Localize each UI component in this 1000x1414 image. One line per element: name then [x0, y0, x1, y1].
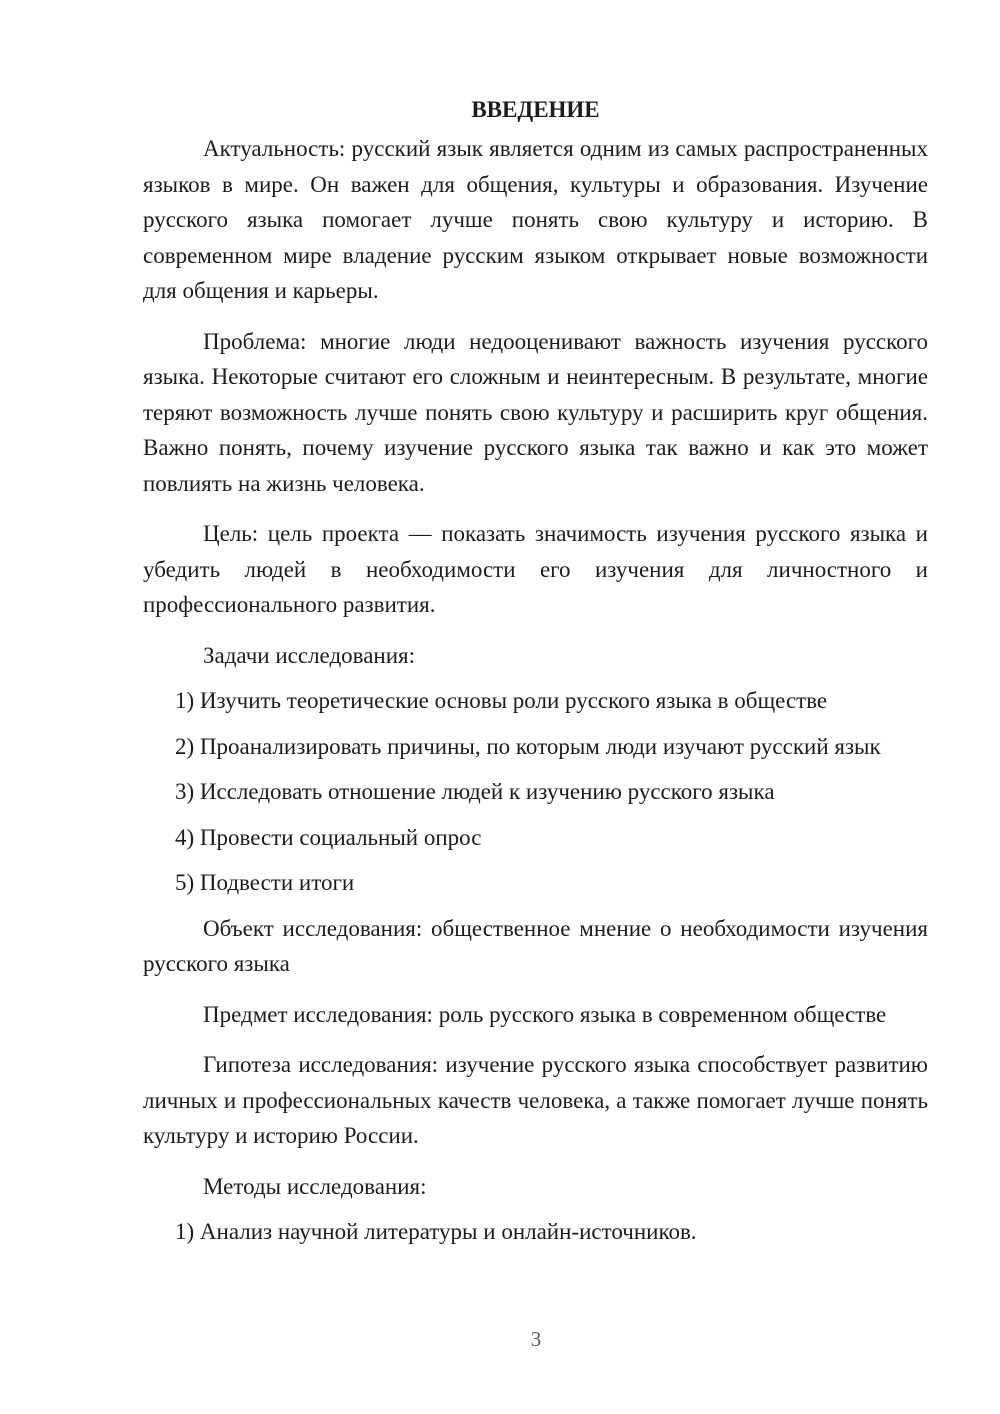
- subject-paragraph: Предмет исследования: роль русского языка в современном обществе: [203, 1001, 887, 1027]
- methods-heading: Методы исследования:: [203, 1173, 427, 1199]
- page-number: 3: [530, 1327, 542, 1351]
- page-content: [143, 92, 928, 1260]
- method-item-1: 1) Анализ научной литературы и онлайн-источников.: [175, 1219, 697, 1244]
- relevance-paragraph: Актуальность: русский язык является одним из самых распространенных языков в мире. Он важен для общения, культуры и образования. Изучение русского языка помогает лучше понять свою культуру и историю. В современном мире владение русским языком открывает новые возможности для общения и карьеры.: [143, 136, 928, 303]
- task-item-4: 4) Провести социальный опрос: [175, 824, 482, 850]
- problem-paragraph: Проблема: многие люди недооценивают важность изучения русского языка. Некоторые считают его сложным и неинтересным. В результате, многие теряют возможность лучше понять свою культуру и расширить круг общения. Важно понять, почему изучение русского языка так важно и как это может повлиять на жизнь человека.: [143, 328, 928, 496]
- goal-paragraph: Цель: цель проекта — показать значимость изучения русского языка и убедить людей в необходимости его изучения для личностного и профессионального развития.: [143, 521, 928, 617]
- task-item-3: 3) Исследовать отношение людей к изучению русского языка: [175, 779, 775, 804]
- section-title: ВВЕДЕНИЕ: [471, 97, 600, 122]
- hypothesis-paragraph: Гипотеза исследования: изучение русского языка способствует развитию личных и профессиональных качеств человека, а также помогает лучше понять культуру и историю России.: [143, 1052, 928, 1148]
- object-paragraph: Объект исследования: общественное мнение о необходимости изучения русского языка: [143, 915, 928, 976]
- task-item-1: 1) Изучить теоретические основы роли русского языка в обществе: [175, 688, 828, 713]
- task-item-2: 2) Проанализировать причины, по которым люди изучают русский язык: [175, 733, 881, 759]
- task-item-5: 5) Подвести итоги: [175, 870, 355, 895]
- tasks-heading: Задачи исследования:: [203, 642, 416, 668]
